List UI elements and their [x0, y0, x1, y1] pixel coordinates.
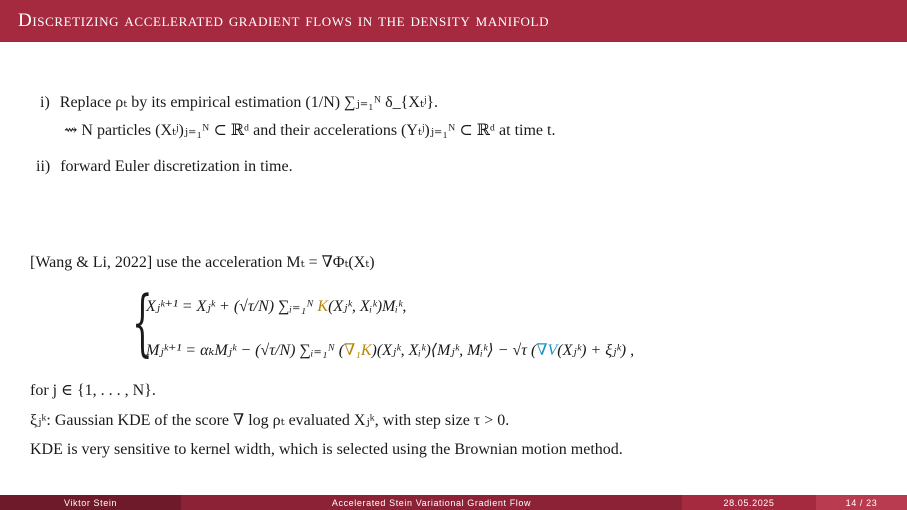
equation-1: [146, 296, 406, 316]
equation-brace: {: [132, 280, 153, 364]
footer-talk-title: Accelerated Stein Variational Gradient Flow: [181, 495, 682, 510]
potential-gradient-symbol: ∇V: [536, 342, 558, 359]
list-item-2: [36, 158, 293, 176]
kde-definition-line: ξⱼᵏ: Gaussian KDE of the score ∇ log ρₜ evaluated Xⱼᵏ, with step size τ > 0.: [30, 412, 510, 429]
list-item-1-number: i): [40, 94, 50, 111]
equation-1-lhs: Xⱼᵏ⁺¹ = Xⱼᵏ + (√τ/N) ∑ᵢ₌₁ᴺ: [146, 298, 318, 315]
slide-footer: [0, 495, 907, 510]
equation-2-rhs: (Xⱼᵏ) + ξⱼᵏ) ,: [557, 342, 635, 359]
equation-2-mid: )(Xⱼᵏ, Xᵢᵏ)⟨Mⱼᵏ, Mᵢᵏ⟩ − √τ (: [371, 342, 537, 359]
index-range-line: for j ∈ {1, . . . , N}.: [30, 382, 156, 399]
kde-sensitivity-line: KDE is very sensitive to kernel width, which is selected using the Brownian motion method.: [30, 441, 623, 458]
slide-title: Discretizing accelerated gradient flows in the density manifold: [18, 10, 550, 31]
list-item-1-subline: ⇝ N particles (Xₜʲ)ⱼ₌₁ᴺ ⊂ ℝᵈ and their accelerations (Yₜʲ)ⱼ₌₁ᴺ ⊂ ℝᵈ at time t.: [64, 122, 556, 139]
footer-author: Viktor Stein: [0, 495, 181, 510]
footer-date: 28.05.2025: [682, 495, 816, 510]
kernel-symbol: K: [317, 298, 329, 315]
reference-line: [Wang & Li, 2022] use the acceleration Mₜ = ∇Φₜ(Xₜ): [30, 254, 375, 271]
equation-2: [146, 340, 634, 360]
equation-1-rhs: (Xⱼᵏ, Xᵢᵏ)Mᵢᵏ,: [328, 298, 407, 315]
kernel-gradient-symbol: ∇₁K: [344, 342, 372, 359]
list-item-2-text: forward Euler discretization in time.: [60, 158, 293, 175]
equation-2-lhs: Mⱼᵏ⁺¹ = αₖMⱼᵏ − (√τ/N) ∑ᵢ₌₁ᴺ (: [146, 342, 345, 359]
list-item-1: [40, 92, 438, 112]
footer-page-number: 14 / 23: [816, 495, 907, 510]
slide-header: [0, 0, 907, 42]
list-item-2-number: ii): [36, 158, 51, 175]
list-item-1-text: Replace ρₜ by its empirical estimation (1/N) ∑ⱼ₌₁ᴺ δ_{Xₜʲ}.: [59, 94, 439, 111]
